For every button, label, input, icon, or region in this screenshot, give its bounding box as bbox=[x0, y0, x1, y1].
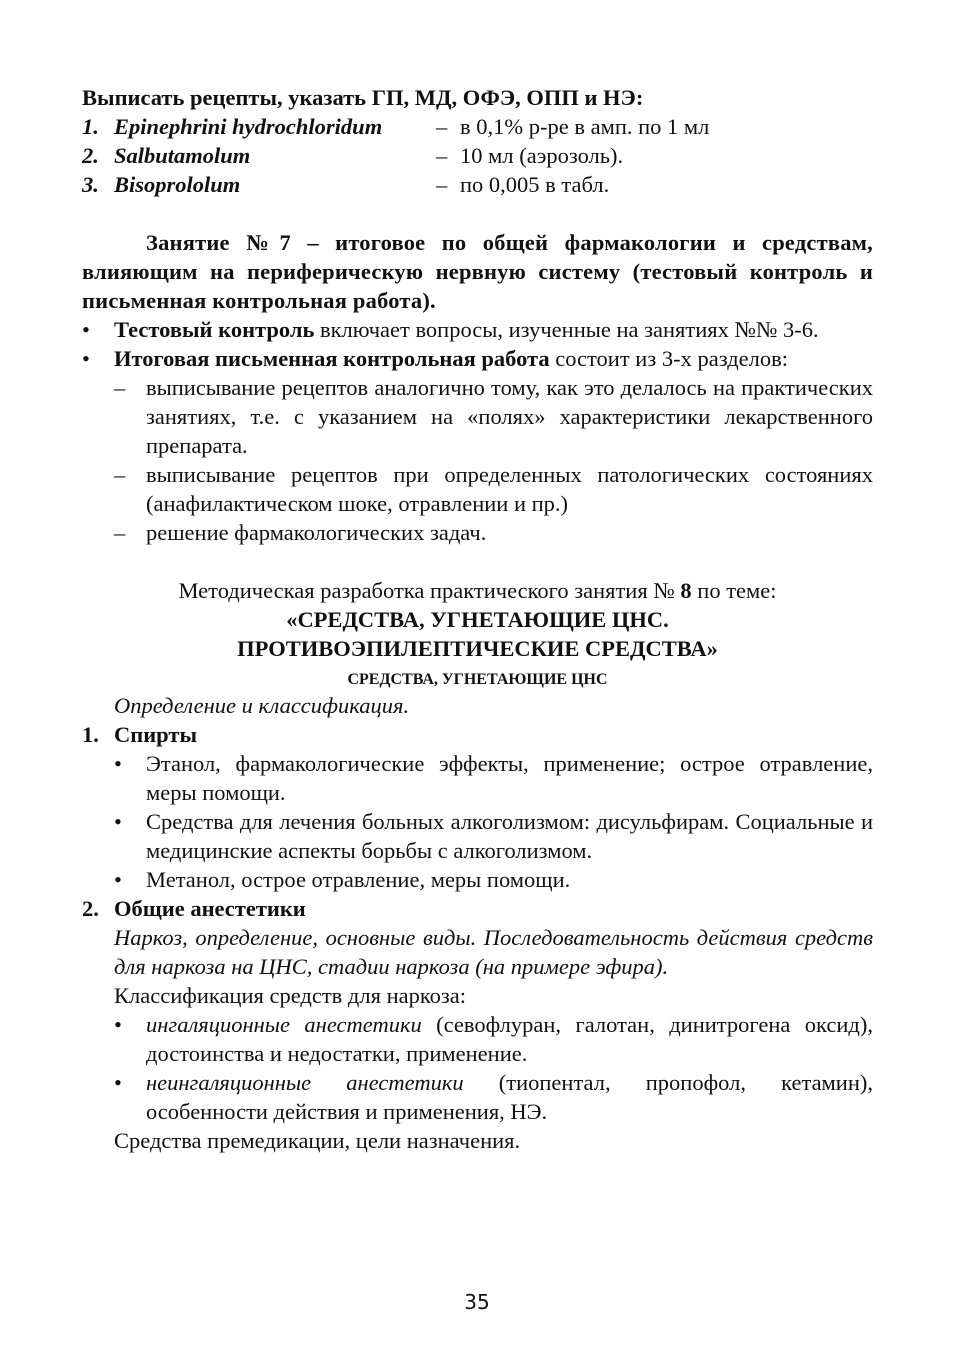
list-item bbox=[114, 865, 873, 894]
bullet: • bbox=[114, 751, 122, 776]
inhalation-label: ингаляционные анестетики bbox=[146, 1012, 422, 1037]
dash: – bbox=[436, 114, 448, 139]
prescription-number: 2. bbox=[82, 143, 99, 168]
lesson-8-title-line-2: ПРОТИВОЭПИЛЕПТИЧЕСКИЕ СРЕДСТВА» bbox=[237, 636, 718, 661]
prescription-item bbox=[82, 170, 873, 199]
heading-number: 2. bbox=[82, 896, 99, 921]
prescription-item bbox=[82, 112, 873, 141]
drug-name: Epinephrini hydrochloridum bbox=[114, 114, 383, 139]
list-item bbox=[82, 315, 873, 344]
bullet: • bbox=[114, 1012, 122, 1037]
bullet: • bbox=[82, 317, 90, 342]
intro-text: Методическая разработка практического занятия № bbox=[178, 578, 681, 603]
drug-name: Salbutamolum bbox=[114, 143, 251, 168]
dosage-form: 10 мл (аэрозоль). bbox=[460, 143, 624, 168]
dash: – bbox=[436, 143, 448, 168]
list-item bbox=[82, 344, 873, 373]
bullet: • bbox=[114, 1070, 122, 1095]
noninhalation-desc: (тиопентал, пропофол, кетамин), особенности действия и применения, НЭ. bbox=[146, 1070, 873, 1124]
list-item-text: Этанол, фармакологические эффекты, применение; острое отравление, меры помощи. bbox=[146, 751, 873, 805]
alcohols-title: Спирты bbox=[114, 722, 198, 747]
list-item bbox=[114, 749, 873, 807]
dash: – bbox=[114, 375, 126, 400]
prescription-item bbox=[82, 141, 873, 170]
prescription-number: 3. bbox=[82, 172, 99, 197]
classification-text: Классификация средств для наркоза: bbox=[114, 983, 467, 1008]
section-heading: СРЕДСТВА, УГНЕТАЮЩИЕ ЦНС bbox=[347, 671, 608, 688]
dosage-form: в 0,1% р-ре в амп. по 1 мл bbox=[460, 114, 710, 139]
list-item bbox=[114, 1068, 873, 1126]
sub-list-item bbox=[114, 518, 873, 547]
sub-list-item bbox=[114, 460, 873, 518]
test-control-desc: включает вопросы, изученные на занятиях №№ 3-6. bbox=[314, 317, 819, 342]
list-item bbox=[114, 807, 873, 865]
sub-item-text: выписывание рецептов при определенных патологических состояниях (анафилактическом шоке, отравлении и пр.) bbox=[146, 462, 873, 516]
list-item bbox=[114, 1010, 873, 1068]
list-item-text: Метанол, острое отравление, меры помощи. bbox=[146, 867, 571, 892]
numbered-heading bbox=[82, 720, 873, 749]
test-control-label: Тестовый контроль bbox=[114, 317, 315, 342]
written-work-desc: состоит из 3-х разделов: bbox=[549, 346, 788, 371]
bullet: • bbox=[114, 809, 122, 834]
anesthesia-intro: Наркоз, определение, основные виды. Последовательность действия средств для наркоза на ЦНС, стадии наркоза (на примере эфира). bbox=[114, 925, 873, 979]
dosage-form: по 0,005 в табл. bbox=[460, 172, 610, 197]
dash: – bbox=[114, 520, 126, 545]
page-number: 35 bbox=[464, 1290, 490, 1314]
prescription-number: 1. bbox=[82, 114, 99, 139]
list-item-text: Средства для лечения больных алкоголизмом: дисульфирам. Социальные и медицинские аспекты борьбы с алкоголизмом. bbox=[146, 809, 873, 863]
lesson-8-intro bbox=[82, 576, 873, 605]
lesson-8-title-line-1: «СРЕДСТВА, УГНЕТАЮЩИЕ ЦНС. bbox=[286, 607, 669, 632]
heading-number: 1. bbox=[82, 722, 99, 747]
drug-name: Bisoprololum bbox=[114, 172, 241, 197]
bullet: • bbox=[114, 867, 122, 892]
inhalation-text bbox=[146, 1010, 873, 1068]
test-control-text bbox=[114, 315, 873, 344]
bullet: • bbox=[82, 346, 90, 371]
sub-item-text: решение фармакологических задач. bbox=[146, 520, 487, 545]
intro-text-end: по теме: bbox=[691, 578, 777, 603]
written-work-label: Итоговая письменная контрольная работа bbox=[114, 346, 550, 371]
sub-item-text: выписывание рецептов аналогично тому, как это делалось на практических занятиях, т.е. с указанием на «полях» характеристики лекарственного препарата. bbox=[146, 375, 873, 458]
lesson-7-title: Занятие №7 – итоговое по общей фармакологии и средствам, влияющим на периферическую нервную систему (тестовый контроль и письменная контрольная работа). bbox=[82, 230, 873, 313]
anesthetics-title: Общие анестетики bbox=[114, 896, 306, 921]
noninhalation-label: неингаляционные анестетики bbox=[146, 1070, 464, 1095]
dash: – bbox=[436, 172, 448, 197]
numbered-heading bbox=[82, 894, 873, 923]
noninhalation-text bbox=[146, 1068, 873, 1126]
definition-text: Определение и классификация. bbox=[114, 693, 410, 718]
page-content bbox=[82, 83, 873, 1155]
lesson-number: 8 bbox=[680, 578, 692, 603]
written-work-text bbox=[114, 344, 873, 373]
premedication-text: Средства премедикации, цели назначения. bbox=[114, 1128, 521, 1153]
dash: – bbox=[114, 462, 126, 487]
prescriptions-heading: Выписать рецепты, указать ГП, МД, ОФЭ, ОПП и НЭ: bbox=[82, 85, 644, 110]
sub-list-item bbox=[114, 373, 873, 460]
inhalation-desc: (севофлуран, галотан, динитрогена оксид), достоинства и недостатки, применение. bbox=[146, 1012, 874, 1066]
